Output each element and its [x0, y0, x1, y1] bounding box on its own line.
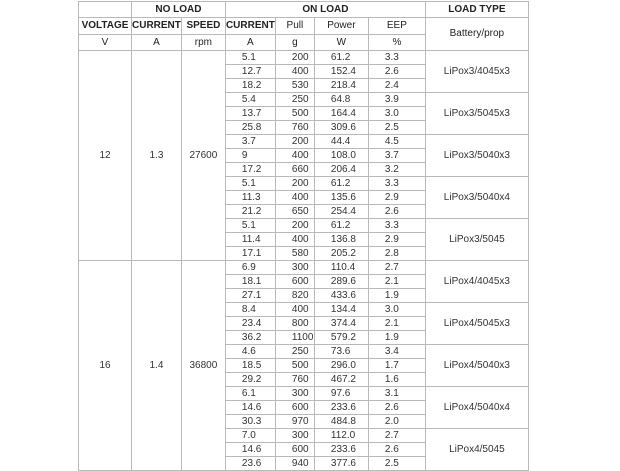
power-cell: 289.6: [314, 275, 368, 289]
battery-prop-cell: LiPox4/5045x3: [425, 303, 528, 345]
voltage-header: VOLTAGE: [79, 18, 132, 35]
eep-header: EEP: [368, 18, 425, 35]
power-cell: 233.6: [314, 443, 368, 457]
eep-cell: 4.5: [368, 135, 425, 149]
battery-prop-cell: LiPox3/5045x3: [425, 93, 528, 135]
eep-cell: 3.0: [368, 107, 425, 121]
current-cell: 17.1: [225, 247, 275, 261]
pull-cell: 600: [275, 275, 314, 289]
speed-header: SPEED: [181, 18, 225, 35]
power-cell: 110.4: [314, 261, 368, 275]
unit-speed: rpm: [181, 35, 225, 51]
eep-cell: 2.6: [368, 65, 425, 79]
current-cell: 36.2: [225, 331, 275, 345]
eep-cell: 2.6: [368, 401, 425, 415]
current-cell: 13.7: [225, 107, 275, 121]
eep-cell: 3.3: [368, 219, 425, 233]
current-cell: 3.7: [225, 135, 275, 149]
eep-cell: 2.7: [368, 429, 425, 443]
power-header: Power: [314, 18, 368, 35]
unit-on-load-current: A: [225, 35, 275, 51]
power-cell: 579.2: [314, 331, 368, 345]
power-cell: 164.4: [314, 107, 368, 121]
power-cell: 296.0: [314, 359, 368, 373]
eep-cell: 2.0: [368, 415, 425, 429]
current-cell: 5.1: [225, 219, 275, 233]
eep-cell: 1.7: [368, 359, 425, 373]
current-cell: 5.1: [225, 177, 275, 191]
pull-cell: 300: [275, 387, 314, 401]
pull-cell: 600: [275, 443, 314, 457]
current-cell: 4.6: [225, 345, 275, 359]
pull-cell: 530: [275, 79, 314, 93]
motor-spec-table: [78, 1, 529, 471]
eep-cell: 3.2: [368, 163, 425, 177]
power-cell: 135.6: [314, 191, 368, 205]
pull-cell: 580: [275, 247, 314, 261]
eep-cell: 1.9: [368, 289, 425, 303]
power-cell: 44.4: [314, 135, 368, 149]
power-cell: 374.4: [314, 317, 368, 331]
pull-cell: 500: [275, 107, 314, 121]
pull-cell: 800: [275, 317, 314, 331]
pull-cell: 300: [275, 261, 314, 275]
eep-cell: 2.6: [368, 443, 425, 457]
battery-prop-cell: LiPox3/5040x4: [425, 177, 528, 219]
current-cell: 23.4: [225, 317, 275, 331]
battery-prop-cell: LiPox3/5040x3: [425, 135, 528, 177]
current-cell: 9: [225, 149, 275, 163]
battery-prop-cell: LiPox4/5040x3: [425, 345, 528, 387]
pull-cell: 970: [275, 415, 314, 429]
power-cell: 73.6: [314, 345, 368, 359]
pull-cell: 660: [275, 163, 314, 177]
battery-prop-cell: LiPox3/5045: [425, 219, 528, 261]
no-load-header: NO LOAD: [132, 2, 226, 18]
eep-cell: 1.9: [368, 331, 425, 345]
eep-cell: 3.0: [368, 303, 425, 317]
current-cell: 23.6: [225, 457, 275, 471]
power-cell: 134.4: [314, 303, 368, 317]
battery-prop-cell: LiPox4/5040x4: [425, 387, 528, 429]
power-cell: 97.6: [314, 387, 368, 401]
current-cell: 14.6: [225, 443, 275, 457]
speed-cell: 36800: [181, 261, 225, 471]
current-cell: 11.3: [225, 191, 275, 205]
pull-cell: 400: [275, 149, 314, 163]
unit-power: W: [314, 35, 368, 51]
power-cell: 64.8: [314, 93, 368, 107]
power-cell: 467.2: [314, 373, 368, 387]
voltage-cell: 16: [79, 261, 132, 471]
eep-cell: 2.5: [368, 457, 425, 471]
eep-cell: 3.3: [368, 177, 425, 191]
eep-cell: 3.9: [368, 93, 425, 107]
pull-cell: 600: [275, 401, 314, 415]
pull-cell: 760: [275, 373, 314, 387]
pull-cell: 760: [275, 121, 314, 135]
eep-cell: 2.8: [368, 247, 425, 261]
current-cell: 6.9: [225, 261, 275, 275]
table-row: [79, 51, 529, 65]
blank-header-cell: [79, 2, 132, 18]
eep-cell: 3.4: [368, 345, 425, 359]
current-cell: 5.1: [225, 51, 275, 65]
current-cell: 12.7: [225, 65, 275, 79]
eep-cell: 1.6: [368, 373, 425, 387]
pull-cell: 200: [275, 219, 314, 233]
current-cell: 14.6: [225, 401, 275, 415]
current-cell: 6.1: [225, 387, 275, 401]
table-body: [79, 51, 529, 471]
on-load-header: ON LOAD: [225, 2, 425, 18]
pull-cell: 500: [275, 359, 314, 373]
power-cell: 152.4: [314, 65, 368, 79]
power-cell: 309.6: [314, 121, 368, 135]
eep-cell: 2.7: [368, 261, 425, 275]
current-cell: 21.2: [225, 205, 275, 219]
power-cell: 108.0: [314, 149, 368, 163]
on-load-current-header: CURRENT: [225, 18, 275, 35]
pull-cell: 400: [275, 233, 314, 247]
battery-prop-cell: LiPox3/4045x3: [425, 51, 528, 93]
pull-cell: 200: [275, 177, 314, 191]
pull-cell: 400: [275, 65, 314, 79]
eep-cell: 2.9: [368, 233, 425, 247]
table-row: [79, 261, 529, 275]
current-cell: 5.4: [225, 93, 275, 107]
current-cell: 18.5: [225, 359, 275, 373]
pull-cell: 200: [275, 135, 314, 149]
no-load-current-header: CURRENT: [132, 18, 182, 35]
unit-pull: g: [275, 35, 314, 51]
pull-cell: 820: [275, 289, 314, 303]
current-cell: 29.2: [225, 373, 275, 387]
eep-cell: 3.3: [368, 51, 425, 65]
eep-cell: 2.9: [368, 191, 425, 205]
current-cell: 30.3: [225, 415, 275, 429]
current-cell: 27.1: [225, 289, 275, 303]
pull-cell: 400: [275, 191, 314, 205]
current-cell: 8.4: [225, 303, 275, 317]
pull-cell: 200: [275, 51, 314, 65]
eep-cell: 3.1: [368, 387, 425, 401]
pull-cell: 300: [275, 429, 314, 443]
power-cell: 61.2: [314, 177, 368, 191]
unit-no-load-current: A: [132, 35, 182, 51]
power-cell: 206.4: [314, 163, 368, 177]
current-cell: 18.1: [225, 275, 275, 289]
pull-cell: 250: [275, 93, 314, 107]
pull-cell: 250: [275, 345, 314, 359]
power-cell: 205.2: [314, 247, 368, 261]
load-type-header: LOAD TYPE: [425, 2, 528, 18]
current-cell: 7.0: [225, 429, 275, 443]
pull-cell: 400: [275, 303, 314, 317]
speed-cell: 27600: [181, 51, 225, 261]
power-cell: 136.8: [314, 233, 368, 247]
power-cell: 484.8: [314, 415, 368, 429]
power-cell: 377.6: [314, 457, 368, 471]
eep-cell: 2.5: [368, 121, 425, 135]
unit-voltage: V: [79, 35, 132, 51]
pull-cell: 940: [275, 457, 314, 471]
eep-cell: 2.6: [368, 205, 425, 219]
power-cell: 433.6: [314, 289, 368, 303]
eep-cell: 2.1: [368, 275, 425, 289]
pull-cell: 650: [275, 205, 314, 219]
eep-cell: 3.7: [368, 149, 425, 163]
unit-eep: %: [368, 35, 425, 51]
current-cell: 17.2: [225, 163, 275, 177]
battery-prop-cell: LiPox4/5045: [425, 429, 528, 471]
pull-header: Pull: [275, 18, 314, 35]
no-load-current-cell: 1.4: [132, 261, 182, 471]
eep-cell: 2.1: [368, 317, 425, 331]
power-cell: 254.4: [314, 205, 368, 219]
battery-prop-cell: LiPox4/4045x3: [425, 261, 528, 303]
current-cell: 18.2: [225, 79, 275, 93]
pull-cell: 1100: [275, 331, 314, 345]
current-cell: 11.4: [225, 233, 275, 247]
no-load-current-cell: 1.3: [132, 51, 182, 261]
power-cell: 61.2: [314, 51, 368, 65]
power-cell: 218.4: [314, 79, 368, 93]
power-cell: 233.6: [314, 401, 368, 415]
power-cell: 112.0: [314, 429, 368, 443]
eep-cell: 2.4: [368, 79, 425, 93]
battery-prop-header: Battery/prop: [425, 18, 528, 51]
voltage-cell: 12: [79, 51, 132, 261]
current-cell: 25.8: [225, 121, 275, 135]
power-cell: 61.2: [314, 219, 368, 233]
